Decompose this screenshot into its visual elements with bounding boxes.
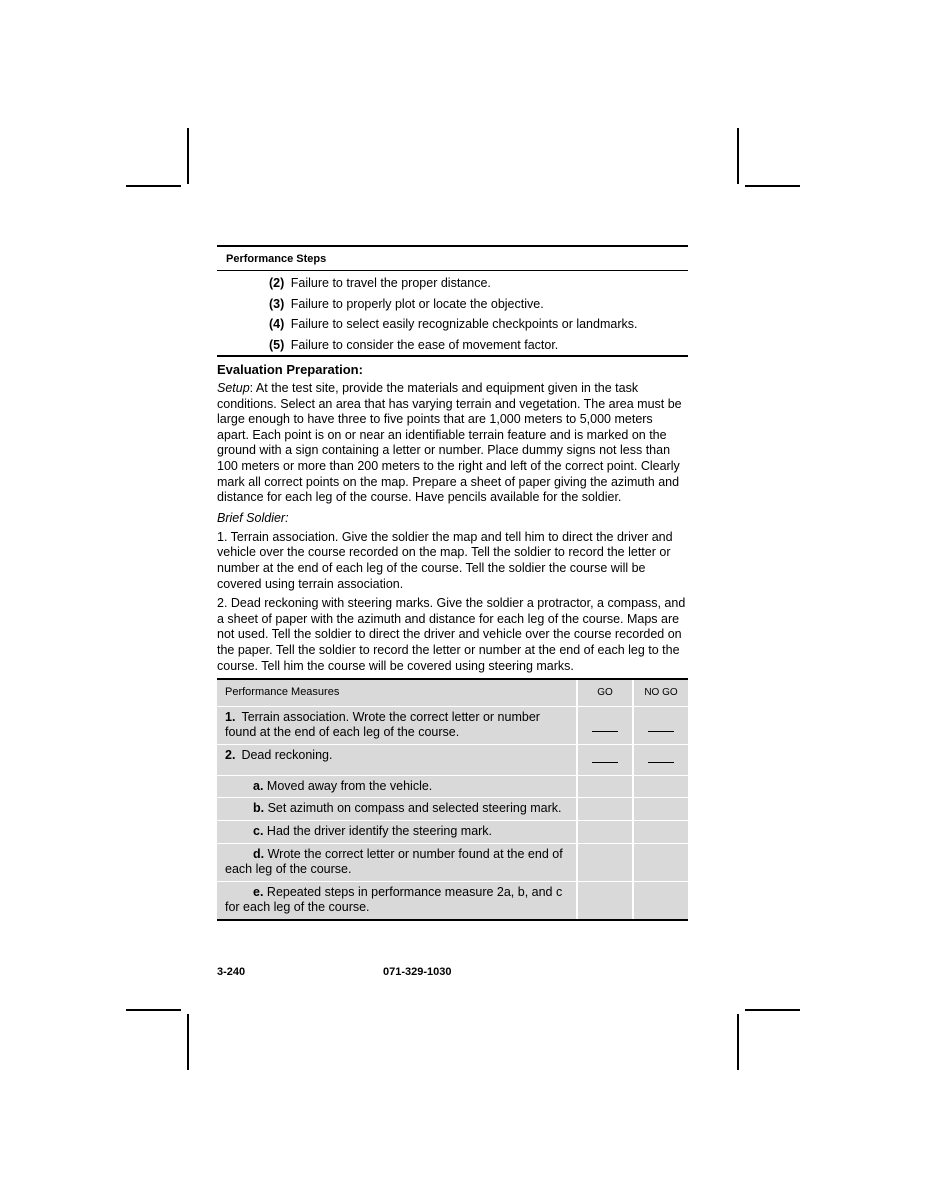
evaluation-title: Evaluation Preparation: [217, 362, 363, 377]
setup-paragraph: Setup: At the test site, provide the materials and equipment given in the task conditions. Select an area that has varying terrain and vegetation. The area must be large enough to have three to five points that are 1,000 meters to 5,000 meters apart. Each point is on or near an identifiable terrain feature and is marked on the ground with a sign containing a letter or number. Place dummy signs not less than 100 meters or more than 200 meters to the right and left of the correct point. Clearly mark all correct points on the map. Prepare a sheet of paper giving the azimuth and distance for each leg of the course. Have pencils available for the soldier. [217, 381, 682, 505]
crop-mark-bottom-right-vertical [737, 1014, 739, 1070]
brief-soldier-label: Brief Soldier: [217, 510, 289, 525]
measure-2d: d. Wrote the correct letter or number found at the end of each leg of the course. [217, 843, 577, 881]
table-header-row [217, 679, 688, 706]
measure-2b: b. Set azimuth on compass and selected steering mark. [217, 798, 577, 821]
nogo-header: NO GO [633, 679, 688, 706]
steps-bottom-rule [217, 355, 688, 357]
crop-mark-bottom-left-horizontal [126, 1009, 181, 1011]
table-row [217, 798, 688, 821]
go-blank [577, 706, 633, 744]
measure-2e: e. Repeated steps in performance measure 2a, b, and c for each leg of the course. [217, 881, 577, 920]
crop-mark-top-left-horizontal [126, 185, 181, 187]
measure-2c: c. Had the driver identify the steering mark. [217, 821, 577, 844]
nogo-blank [633, 706, 688, 744]
table-row [217, 881, 688, 920]
performance-steps-header: Performance Steps [226, 253, 327, 265]
table-row [217, 706, 688, 744]
step-item: (2) Failure to travel the proper distance. [269, 276, 491, 290]
brief-item-1: 1. Terrain association. Give the soldier the map and tell him to direct the driver and vehicle over the course recorded on the map. Tell the soldier to record the letter or number at the end of each leg of the course. Tell the soldier the course will be covered using terrain association. [217, 529, 673, 591]
step-item: (5) Failure to consider the ease of movement factor. [269, 337, 559, 352]
measure-1: 1. Terrain association. Wrote the correct letter or number found at the end of each leg of the course. [217, 706, 577, 744]
crop-mark-top-right-horizontal [745, 185, 800, 187]
crop-mark-bottom-left-vertical [187, 1014, 189, 1070]
crop-mark-top-right-vertical [737, 128, 739, 184]
crop-mark-bottom-right-horizontal [745, 1009, 800, 1011]
table-row [217, 821, 688, 844]
table-row [217, 775, 688, 798]
measures-header: Performance Measures [217, 679, 577, 706]
go-blank [577, 744, 633, 775]
table-row [217, 843, 688, 881]
page-content [217, 245, 688, 921]
step-item: (3) Failure to properly plot or locate the objective. [269, 296, 544, 311]
page-footer [217, 966, 452, 978]
step-item: (4) Failure to select easily recognizable checkpoints or landmarks. [269, 317, 638, 331]
go-header: GO [577, 679, 633, 706]
performance-steps-list [217, 271, 688, 355]
measure-2: 2. Dead reckoning. [217, 744, 577, 775]
brief-item-2: 2. Dead reckoning with steering marks. Give the soldier a protractor, a compass, and a sheet of paper with the azimuth and distance for each leg of the course. Maps are not used. Tell the soldier to direct the driver and vehicle over the course recorded on the paper. Tell the soldier to record the letter or number at the end of each leg to the course. Tell him the course will be covered using steering marks. [217, 596, 686, 673]
page-number: 3-240 [217, 966, 246, 978]
task-number: 071-329-1030 [383, 966, 452, 978]
nogo-blank [633, 744, 688, 775]
measure-2a: a. Moved away from the vehicle. [217, 775, 577, 798]
table-row [217, 744, 688, 775]
performance-measures-table [217, 678, 688, 921]
crop-mark-top-left-vertical [187, 128, 189, 184]
